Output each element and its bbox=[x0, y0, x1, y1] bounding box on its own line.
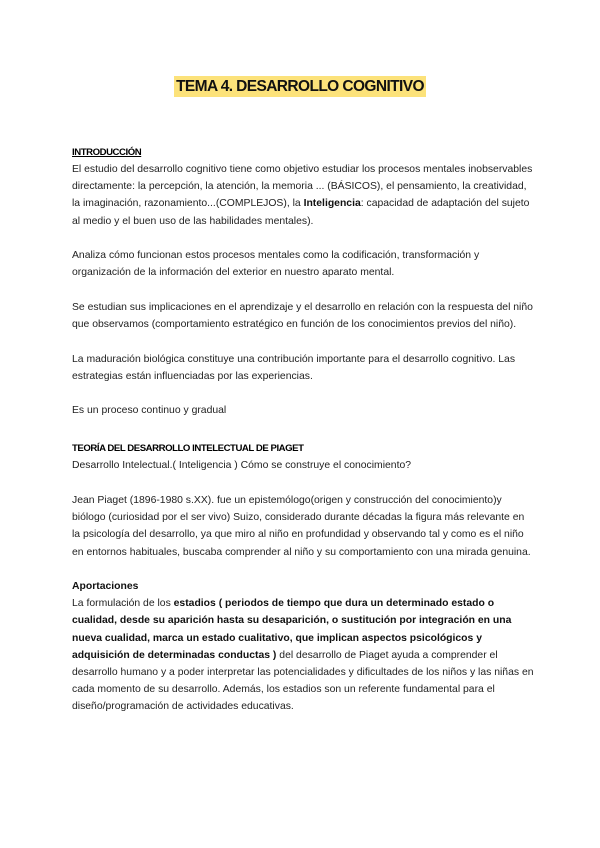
intro-paragraph-1 bbox=[72, 161, 534, 230]
intro-paragraph-4: La maduración biológica constituye una contribución importante para el desarrollo cognitivo. Las estrategias están influenciadas por las experiencias. bbox=[72, 353, 516, 382]
title-container bbox=[0, 76, 600, 97]
page-title: TEMA 4. DESARROLLO COGNITIVO bbox=[176, 78, 424, 95]
intro-p1-text-a: El estudio del desarrollo cognitivo tiene como objetivo estudiar los procesos mentales inobservables directamente: la percepción, la atención, la memoria ... (BÁSICOS), el pensamiento, la creatividad, la imaginación, razonamiento...(COMPLEJOS), la bbox=[72, 164, 533, 210]
intro-paragraph-5: Es un proceso continuo y gradual bbox=[72, 405, 227, 417]
intro-paragraph-3: Se estudian sus implicaciones en el aprendizaje y el desarrollo en relación con la respuesta del niño que observamos (comportamiento estratégico en función de los conocimientos previos del niño). bbox=[72, 301, 533, 331]
document-body bbox=[72, 144, 534, 716]
aportaciones-paragraph bbox=[72, 595, 534, 715]
intro-paragraph-2: Analiza cómo funcionan estos procesos mentales como la codificación, transformación y organización de la información del exterior en nuestro aparato mental. bbox=[72, 250, 480, 279]
intro-p1-text-b: : capacidad de adaptación del sujeto al medio y el buen uso de las habilidades mentales). bbox=[72, 198, 530, 227]
piaget-heading: TEORÍA DEL DESARROLLO INTELECTUAL DE PIAGET bbox=[72, 443, 304, 455]
aport-text-a: La formulación de los bbox=[72, 598, 174, 610]
aport-text-b: del desarrollo de Piaget ayuda a comprender el desarrollo humano y a poder interpretar las potencialidades y dificultades de los niños y las niñas en cada momento de su desarrollo. Además, los estadios son un referente fundamental para el diseño/programación de actividades educativas. bbox=[72, 649, 534, 713]
intro-heading: INTRODUCCIÓN bbox=[72, 147, 142, 158]
piaget-subtitle: Desarrollo Intelectual.( Inteligencia ) Cómo se construye el conocimiento? bbox=[72, 460, 412, 472]
intro-p1-bold: Inteligencia bbox=[303, 198, 361, 210]
aport-bold: estadios ( periodos de tiempo que dura un determinado estado o cualidad, desde su aparición hasta su desaparición, o sustitución por integración en una nueva cualidad, marca un estado cualitativo, que implican aspectos psicológicos y adquisición de determinadas conductas ) bbox=[72, 598, 512, 661]
aportaciones-heading: Aportaciones bbox=[72, 581, 139, 593]
piaget-bio-paragraph: Jean Piaget (1896-1980 s.XX). fue un epistemólogo(origen y construcción del conocimiento)y biólogo (curiosidad por el ser vivo) Suizo, considerado durante décadas la figura más relevante en la psicología del desarrollo, ya que miro al niño en profundidad y observando tal y como es el niño en entornos habituales, buscaba comprender al niño y su comportamiento con una mirada genuina. bbox=[72, 494, 531, 558]
